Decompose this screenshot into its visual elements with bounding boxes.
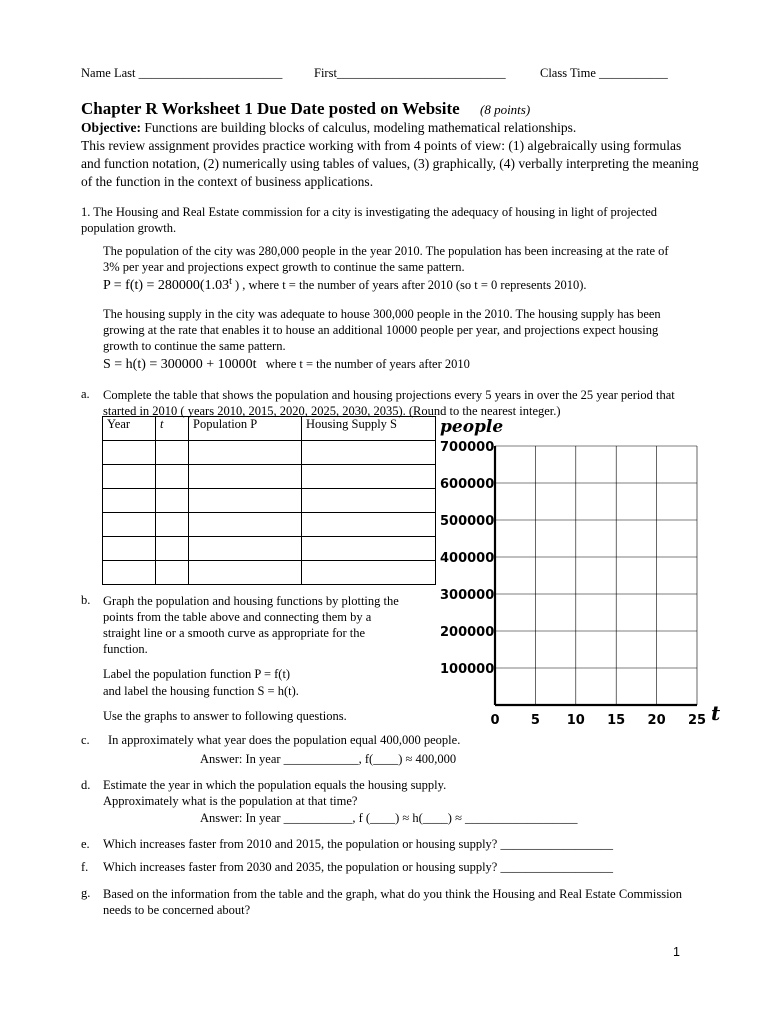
table-header-row <box>103 417 436 441</box>
objective-label: Objective: <box>81 120 141 135</box>
table-cell[interactable] <box>302 441 436 465</box>
part-b-text: Graph the population and housing functions by plotting the points from the table above and connecting them by a straight line or a smooth curve as appropriate for the function. <box>103 594 399 656</box>
objective-text: Functions are building blocks of calculus, modeling mathematical relationships. <box>144 120 577 135</box>
table-cell[interactable] <box>302 489 436 513</box>
y-tick-label: 600000 <box>440 477 495 492</box>
part-d-letter: d. <box>81 778 91 792</box>
table-cell[interactable] <box>156 513 189 537</box>
objective-line <box>81 120 576 136</box>
table-cell[interactable] <box>156 441 189 465</box>
page-number: 1 <box>673 945 680 959</box>
table-cell[interactable] <box>103 513 156 537</box>
part-e-letter: e. <box>81 837 90 851</box>
part-b-label2: and label the housing function S = h(t). <box>103 684 299 698</box>
table-row <box>103 489 436 513</box>
x-tick-label: 20 <box>647 713 666 728</box>
part-d-text2: Approximately what is the population at that time? <box>103 794 358 808</box>
objective-paragraph: This review assignment provides practice working with from 4 points of view: (1) algebraically using formulas and function notation, (2) numerically using tables of values, (3) graphically, (4) verbally interpreting the meaning of the function in the context of business applications. <box>81 138 699 189</box>
header-population: Population P <box>189 417 302 441</box>
part-a-text: Complete the table that shows the population and housing projections every 5 years in over the 25 year period that started in 2010 ( years 2010, 2015, 2020, 2025, 2030, 2035). (Round to the nearest integer.) <box>103 388 675 418</box>
header-housing: Housing Supply S <box>302 417 436 441</box>
y-tick-label: 200000 <box>440 625 495 640</box>
y-tick-labels <box>440 440 494 677</box>
y-axis-title: people <box>440 417 504 437</box>
housing-formula-main: S = h(t) = 300000 + 10000t <box>103 357 257 372</box>
table-row <box>103 441 436 465</box>
table-cell[interactable] <box>156 537 189 561</box>
title-main: Chapter R Worksheet 1 Due Date posted on Website <box>81 99 460 118</box>
table-cell[interactable] <box>189 513 302 537</box>
header-year: Year <box>103 417 156 441</box>
grid <box>495 446 697 705</box>
table-cell[interactable] <box>189 441 302 465</box>
page-title <box>81 99 530 119</box>
table-cell[interactable] <box>302 537 436 561</box>
table-cell[interactable] <box>103 561 156 585</box>
x-tick-label: 10 <box>566 713 585 728</box>
table-row <box>103 513 436 537</box>
part-b-letter: b. <box>81 593 91 607</box>
table-cell[interactable] <box>302 513 436 537</box>
table-cell[interactable] <box>156 561 189 585</box>
part-b-label1: Label the population function P = f(t) <box>103 667 291 681</box>
first-name-field[interactable]: First___________________________ <box>314 66 506 80</box>
x-tick-label: 25 <box>687 713 707 728</box>
part-g-text: Based on the information from the table and the graph, what do you think the Housing and Real Estate Commission needs to be concerned about? <box>103 887 683 917</box>
population-formula-main: P = f(t) = 280000(1.03 <box>103 278 230 294</box>
population-formula-tail: ) , where t = the number of years after 2010 (so t = 0 represents 2010). <box>235 278 587 293</box>
part-c-letter: c. <box>81 733 90 747</box>
table-cell[interactable] <box>189 465 302 489</box>
table-cell[interactable] <box>189 537 302 561</box>
x-tick-label: 15 <box>607 713 626 728</box>
x-tick-label: 5 <box>530 713 540 728</box>
y-tick-label: 700000 <box>440 440 495 455</box>
part-e-text[interactable]: Which increases faster from 2010 and 2015, the population or housing supply? __________________ <box>103 837 613 851</box>
y-tick-label: 300000 <box>440 588 495 603</box>
class-time-field[interactable]: Class Time ___________ <box>540 66 668 80</box>
housing-formula <box>103 357 470 373</box>
table-cell[interactable] <box>103 465 156 489</box>
table-cell[interactable] <box>302 465 436 489</box>
header-t: t <box>156 417 189 441</box>
projection-table <box>102 416 436 585</box>
part-d-text1: Estimate the year in which the population equals the housing supply. <box>103 778 447 792</box>
title-points: (8 points) <box>479 102 531 117</box>
population-formula <box>103 276 587 294</box>
name-last-field[interactable]: Name Last _______________________ <box>81 66 283 80</box>
y-tick-label: 500000 <box>440 514 495 529</box>
table-cell[interactable] <box>189 489 302 513</box>
table-cell[interactable] <box>103 537 156 561</box>
x-tick-labels <box>490 713 706 728</box>
population-text: The population of the city was 280,000 people in the year 2010. The population has been increasing at the rate of 3% per year and projections expect growth to continue the same pattern. <box>103 244 669 274</box>
part-g-letter: g. <box>81 886 91 900</box>
problem1-intro: 1. The Housing and Real Estate commission for a city is investigating the adequacy of housing in light of projected population growth. <box>81 205 658 235</box>
housing-text: The housing supply in the city was adequate to house 300,000 people in the 2010. The housing supply has been growing at the rate that enables it to house an additional 10000 people per year, and projections expect housing growth to continue the same pattern. <box>103 307 661 353</box>
housing-formula-tail: where t = the number of years after 2010 <box>265 357 470 371</box>
y-tick-label: 100000 <box>440 662 495 677</box>
table-cell[interactable] <box>156 465 189 489</box>
table-cell[interactable] <box>302 561 436 585</box>
x-tick-label: 0 <box>490 713 500 728</box>
y-tick-label: 400000 <box>440 551 495 566</box>
part-f-text[interactable]: Which increases faster from 2030 and 2035, the population or housing supply? __________________ <box>103 860 613 874</box>
table-row <box>103 537 436 561</box>
table-cell[interactable] <box>189 561 302 585</box>
table-cell[interactable] <box>156 489 189 513</box>
part-c-text: In approximately what year does the population equal 400,000 people. <box>108 733 461 747</box>
part-b-use: Use the graphs to answer to following questions. <box>103 709 347 723</box>
population-formula-exp: t <box>229 276 232 287</box>
table-cell[interactable] <box>103 489 156 513</box>
table-row <box>103 561 436 585</box>
part-d-answer[interactable]: Answer: In year ___________, f (____) ≈ h(____) ≈ __________________ <box>200 811 578 825</box>
part-f-letter: f. <box>81 860 89 874</box>
blank-graph[interactable] <box>430 412 730 732</box>
part-a-letter: a. <box>81 387 90 401</box>
x-axis-title: t <box>711 701 721 725</box>
part-c-answer[interactable]: Answer: In year ____________, f(____) ≈ 400,000 <box>200 752 457 766</box>
table-row <box>103 465 436 489</box>
table-cell[interactable] <box>103 441 156 465</box>
